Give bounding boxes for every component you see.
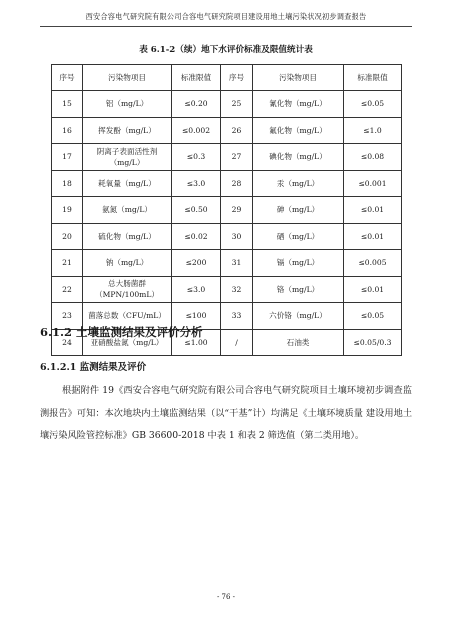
table-row — [52, 250, 402, 277]
cell-pollutant: 硒（mg/L） — [253, 223, 344, 250]
cell-seq: 28 — [221, 170, 253, 197]
cell-seq: 15 — [52, 91, 83, 118]
cell-pollutant: 亚硝酸盐氮（mg/L） — [83, 329, 172, 356]
cell-pollutant: 氨氮（mg/L） — [83, 197, 172, 224]
col-header-pollutant: 污染物项目 — [83, 65, 172, 91]
table-row — [52, 223, 402, 250]
cell-limit: ≤0.3 — [172, 144, 221, 171]
cell-limit: ≤0.01 — [344, 276, 402, 303]
cell-limit: ≤0.20 — [172, 91, 221, 118]
cell-seq: / — [221, 329, 253, 356]
cell-pollutant: 铬（mg/L） — [253, 276, 344, 303]
cell-seq: 21 — [52, 250, 83, 277]
cell-limit: ≤0.005 — [344, 250, 402, 277]
cell-limit: ≤0.05 — [344, 303, 402, 330]
header-rule — [40, 26, 412, 27]
table-row — [52, 197, 402, 224]
cell-seq: 31 — [221, 250, 253, 277]
table-row — [52, 91, 402, 118]
cell-seq: 22 — [52, 276, 83, 303]
cell-pollutant: 铝（mg/L） — [83, 91, 172, 118]
table-header-row — [52, 65, 402, 91]
cell-limit: ≤0.08 — [344, 144, 402, 171]
col-header-seq: 序号 — [221, 65, 253, 91]
cell-seq: 23 — [52, 303, 83, 330]
table-row — [52, 170, 402, 197]
body-paragraph: 根据附件 19《西安合容电气研究院有限公司合容电气研究院项目土壤环境初步调查监测报告》可知：本次地块内土壤监测结果（以“干基”计）均满足《土壤环境质量 建设用地土壤污染风险管控标准》GB 36600-2018 中表 1 和表 2 筛选值（第二类用地）。 — [40, 385, 412, 442]
cell-limit: ≤0.05 — [344, 91, 402, 118]
cell-seq: 19 — [52, 197, 83, 224]
cell-pollutant: 阴离子表面活性剂（mg/L） — [83, 144, 172, 171]
cell-seq: 33 — [221, 303, 253, 330]
cell-limit: ≤0.002 — [172, 117, 221, 144]
col-header-pollutant: 污染物项目 — [253, 65, 344, 91]
cell-limit: ≤200 — [172, 250, 221, 277]
cell-pollutant: 硫化物（mg/L） — [83, 223, 172, 250]
cell-pollutant: 挥发酚（mg/L） — [83, 117, 172, 144]
page-number: - 76 - — [216, 593, 236, 601]
cell-pollutant: 氰化物（mg/L） — [253, 91, 344, 118]
running-header: 西安合容电气研究院有限公司合容电气研究院项目建设用地土壤污染状况初步调查报告 — [85, 12, 367, 21]
cell-limit: ≤1.0 — [344, 117, 402, 144]
col-header-limit: 标准限值 — [172, 65, 221, 91]
cell-pollutant: 砷（mg/L） — [253, 197, 344, 224]
cell-limit: ≤0.50 — [172, 197, 221, 224]
table-body — [52, 91, 402, 356]
cell-pollutant: 钠（mg/L） — [83, 250, 172, 277]
cell-seq: 16 — [52, 117, 83, 144]
col-header-limit: 标准限值 — [344, 65, 402, 91]
cell-seq: 25 — [221, 91, 253, 118]
cell-pollutant: 碘化物（mg/L） — [253, 144, 344, 171]
cell-limit: ≤100 — [172, 303, 221, 330]
cell-limit: ≤3.0 — [172, 170, 221, 197]
cell-limit: ≤0.01 — [344, 197, 402, 224]
cell-seq: 24 — [52, 329, 83, 356]
cell-seq: 17 — [52, 144, 83, 171]
cell-limit: ≤0.01 — [344, 223, 402, 250]
cell-seq: 26 — [221, 117, 253, 144]
cell-seq: 20 — [52, 223, 83, 250]
groundwater-standards-table — [51, 64, 402, 356]
cell-limit: ≤0.05/0.3 — [344, 329, 402, 356]
cell-pollutant: 汞（mg/L） — [253, 170, 344, 197]
subsection-heading: 6.1.2.1 监测结果及评价 — [40, 362, 147, 373]
cell-limit: ≤0.02 — [172, 223, 221, 250]
cell-seq: 32 — [221, 276, 253, 303]
cell-seq: 29 — [221, 197, 253, 224]
cell-pollutant: 总大肠菌群（MPN/100mL） — [83, 276, 172, 303]
table-caption: 表 6.1-2（续）地下水评价标准及限值统计表 — [139, 45, 313, 55]
cell-pollutant: 耗氧量（mg/L） — [83, 170, 172, 197]
table-row — [52, 117, 402, 144]
col-header-seq: 序号 — [52, 65, 83, 91]
cell-seq: 27 — [221, 144, 253, 171]
section-heading: 6.1.2 土壤监测结果及评价分析 — [40, 325, 203, 339]
table-row — [52, 144, 402, 171]
table-row — [52, 276, 402, 303]
cell-pollutant: 氟化物（mg/L） — [253, 117, 344, 144]
cell-limit: ≤0.001 — [344, 170, 402, 197]
cell-pollutant: 六价铬（mg/L） — [253, 303, 344, 330]
cell-pollutant: 镉（mg/L） — [253, 250, 344, 277]
cell-seq: 18 — [52, 170, 83, 197]
cell-pollutant: 菌落总数（CFU/mL） — [83, 303, 172, 330]
cell-seq: 30 — [221, 223, 253, 250]
cell-limit: ≤1.00 — [172, 329, 221, 356]
cell-pollutant: 石油类 — [253, 329, 344, 356]
cell-limit: ≤3.0 — [172, 276, 221, 303]
